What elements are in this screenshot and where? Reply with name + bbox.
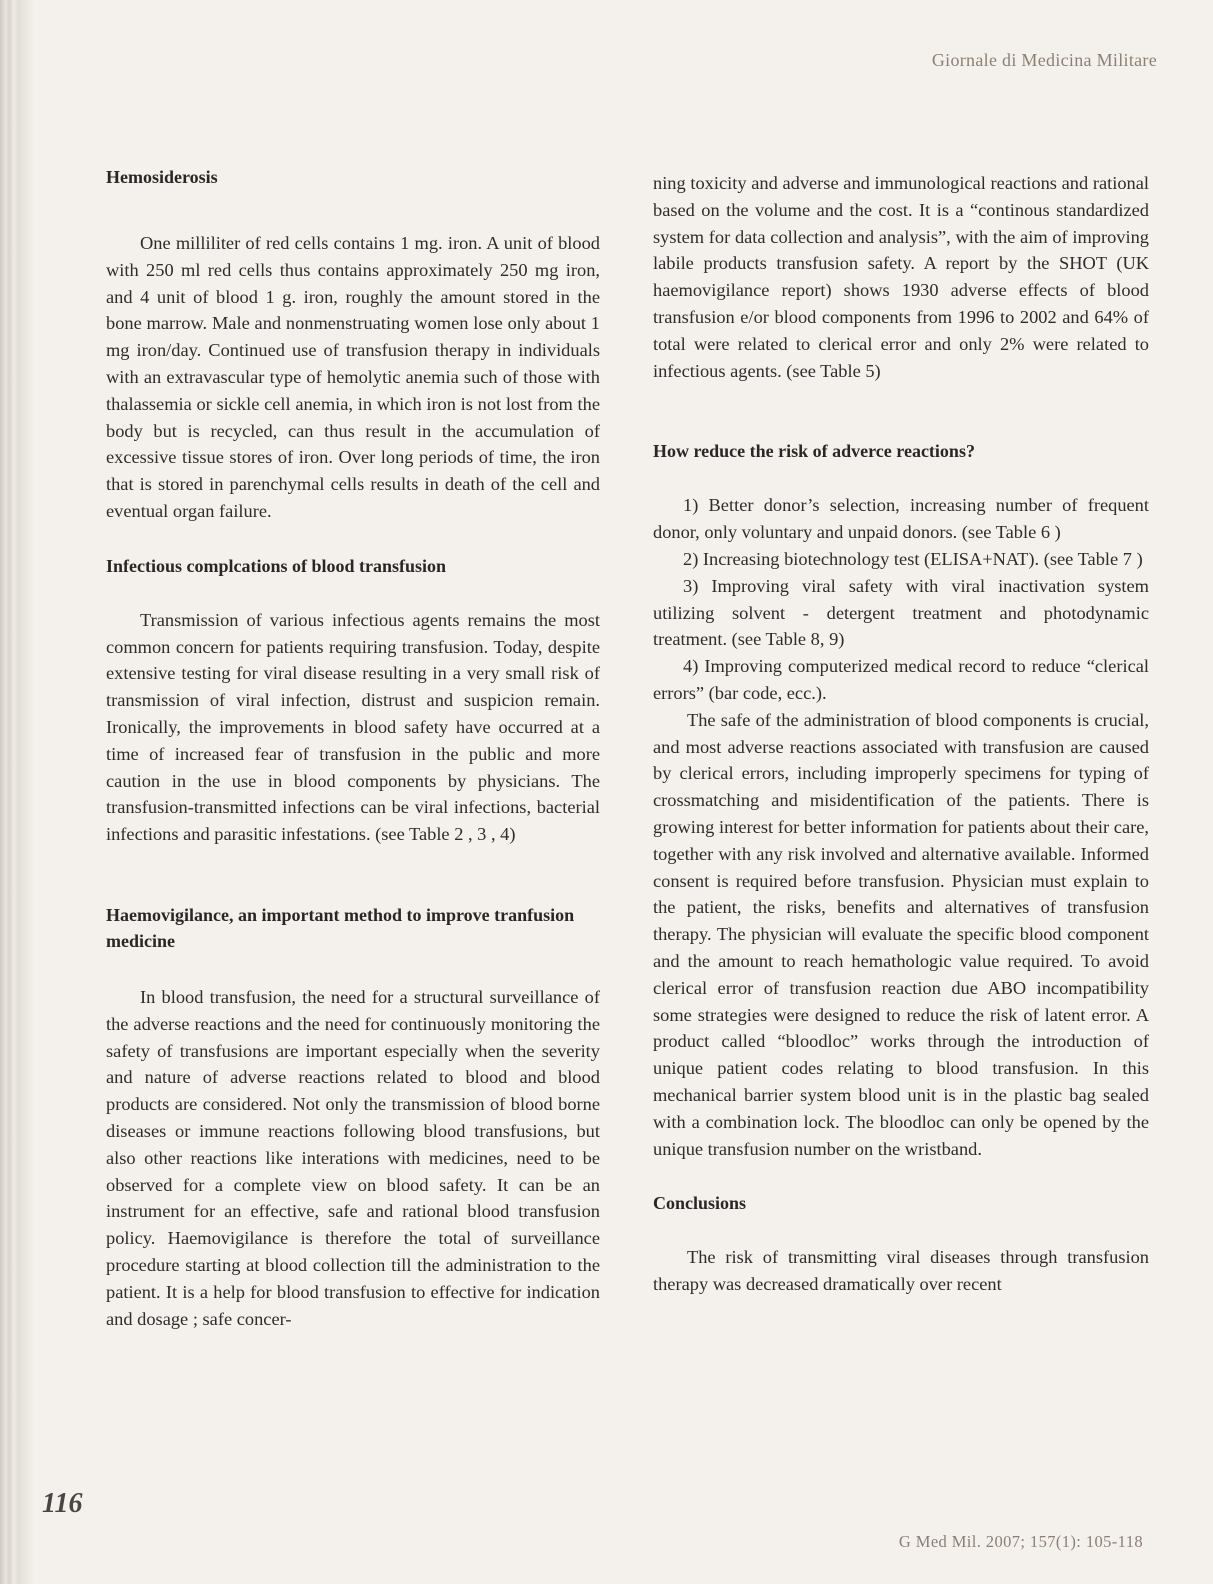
heading-haemovigilance: Haemovigilance, an important method to improve tranfusion medicine [106, 904, 575, 951]
paragraph-conclusions: The risk of transmitting viral diseases through transfusion therapy was decreased dramatically over recent [653, 1247, 1149, 1295]
heading-reduce-risk: How reduce the risk of adverce reactions? [653, 441, 975, 462]
paragraph-infectious: Transmission of various infectious agents remains the most common concern for patients requiring transfusion. Today, despite extensive testing for viral disease resulting in a very small risk of transmission of viral infection, distrust and suspicion remain. Ironically, the improvements in blood safety have occurred at a time of increased fear of transfusion in the public and more caution in the use in blood components by physicians. The transfusion-transmitted infections can be viral infections, bacterial infections and parasitic infestations. (see Table 2 , 3 , 4) [106, 609, 600, 845]
list-item-2: 2) Increasing biotechnology test (ELISA+NAT). (see Table 7 ) [683, 548, 1143, 569]
list-item-3: 3) Improving viral safety with viral inactivation system utilizing solvent - detergent treatment and photodynamic treatment. (see Table 8, 9) [653, 575, 1149, 650]
list-item-4: 4) Improving computerized medical record to reduce “clerical errors” (bar code, ecc.). [653, 656, 1149, 703]
book-binding-shadow [0, 0, 34, 1584]
page-number: 116 [42, 1488, 83, 1519]
heading-infectious: Infectious complcations of blood transfusion [106, 555, 447, 576]
left-column [106, 164, 600, 1332]
paragraph-administration: The safe of the administration of blood components is crucial, and most adverse reactions associated with transfusion are caused by clerical errors, including improperly specimens for typing of crossmatching and misidentification of the patients. There is growing interest for better information for patients about their care, together with any risk involved and alternative available. Informed consent is required before transfusion. Physician must explain to the patient, the risks, benefits and alternatives of transfusion therapy. The physician will evaluate the specific blood component and the amount to reach hemathologic value required. To avoid clerical error of transfusion reaction due ABO incompatibility some strategies were designed to reduce the risk of latent error. A product called “bloodloc” works through the introduction of unique patient codes relating to blood transfusion. In this mechanical barrier system blood unit is in the plastic bag sealed with a combination lock. The bloodloc can only be opened by the unique transfusion number on the wristband. [653, 709, 1149, 1159]
journal-citation: G Med Mil. 2007; 157(1): 105-118 [898, 1532, 1143, 1551]
heading-hemosiderosis: Hemosiderosis [106, 167, 218, 187]
paragraph-hemosiderosis: One milliliter of red cells contains 1 mg. iron. A unit of blood with 250 ml red cells thus contains approximately 250 mg iron, and 4 unit of blood 1 g. iron, roughly the amount stored in the bone marrow. Male and nonmenstruating women lose only about 1 mg iron/day. Continued use of transfusion therapy in individuals with an extravascular type of hemolytic anemia such of those with thalassemia or sickle cell anemia, in which iron is not lost from the body but is recycled, can thus result in the accumulation of excessive tissue stores of iron. Over long periods of time, the iron that is stored in parenchymal cells results in death of the cell and eventual organ failure. [106, 233, 600, 521]
paragraph-haemovigilance: In blood transfusion, the need for a structural surveillance of the adverse reactions and the need for continuously monitoring the safety of transfusions are important especially when the severity and nature of adverse reactions related to blood and blood products are considered. Not only the transmission of blood borne diseases or immune reactions following blood transfusions, but also other reactions like interations with medicines, need to be observed for a complete view on blood safety. It can be an instrument for an effective, safe and rational blood transfusion policy. Haemovigilance is therefore the total of surveillance procedure starting at blood collection till the administration to the patient. It is a help for blood transfusion to effective for indication and dosage ; safe concer- [106, 986, 600, 1329]
paragraph-continuation: ning toxicity and adverse and immunological reactions and rational based on the volume and the cost. It is a “continous standardized system for data collection and analysis”, with the aim of improving labile products transfusion safety. A report by the SHOT (UK haemovigilance report) shows 1930 adverse effects of blood transfusion e/or blood components from 1996 to 2002 and 64% of total were related to clerical error and only 2% were related to infectious agents. (see Table 5) [653, 173, 1149, 381]
heading-conclusions: Conclusions [653, 1193, 747, 1214]
journal-title: Giornale di Medicina Militare [931, 50, 1157, 70]
right-column [653, 170, 1149, 1298]
list-item-1: 1) Better donor’s selection, increasing number of frequent donor, only voluntary and unpaid donors. (see Table 6 ) [653, 495, 1149, 543]
